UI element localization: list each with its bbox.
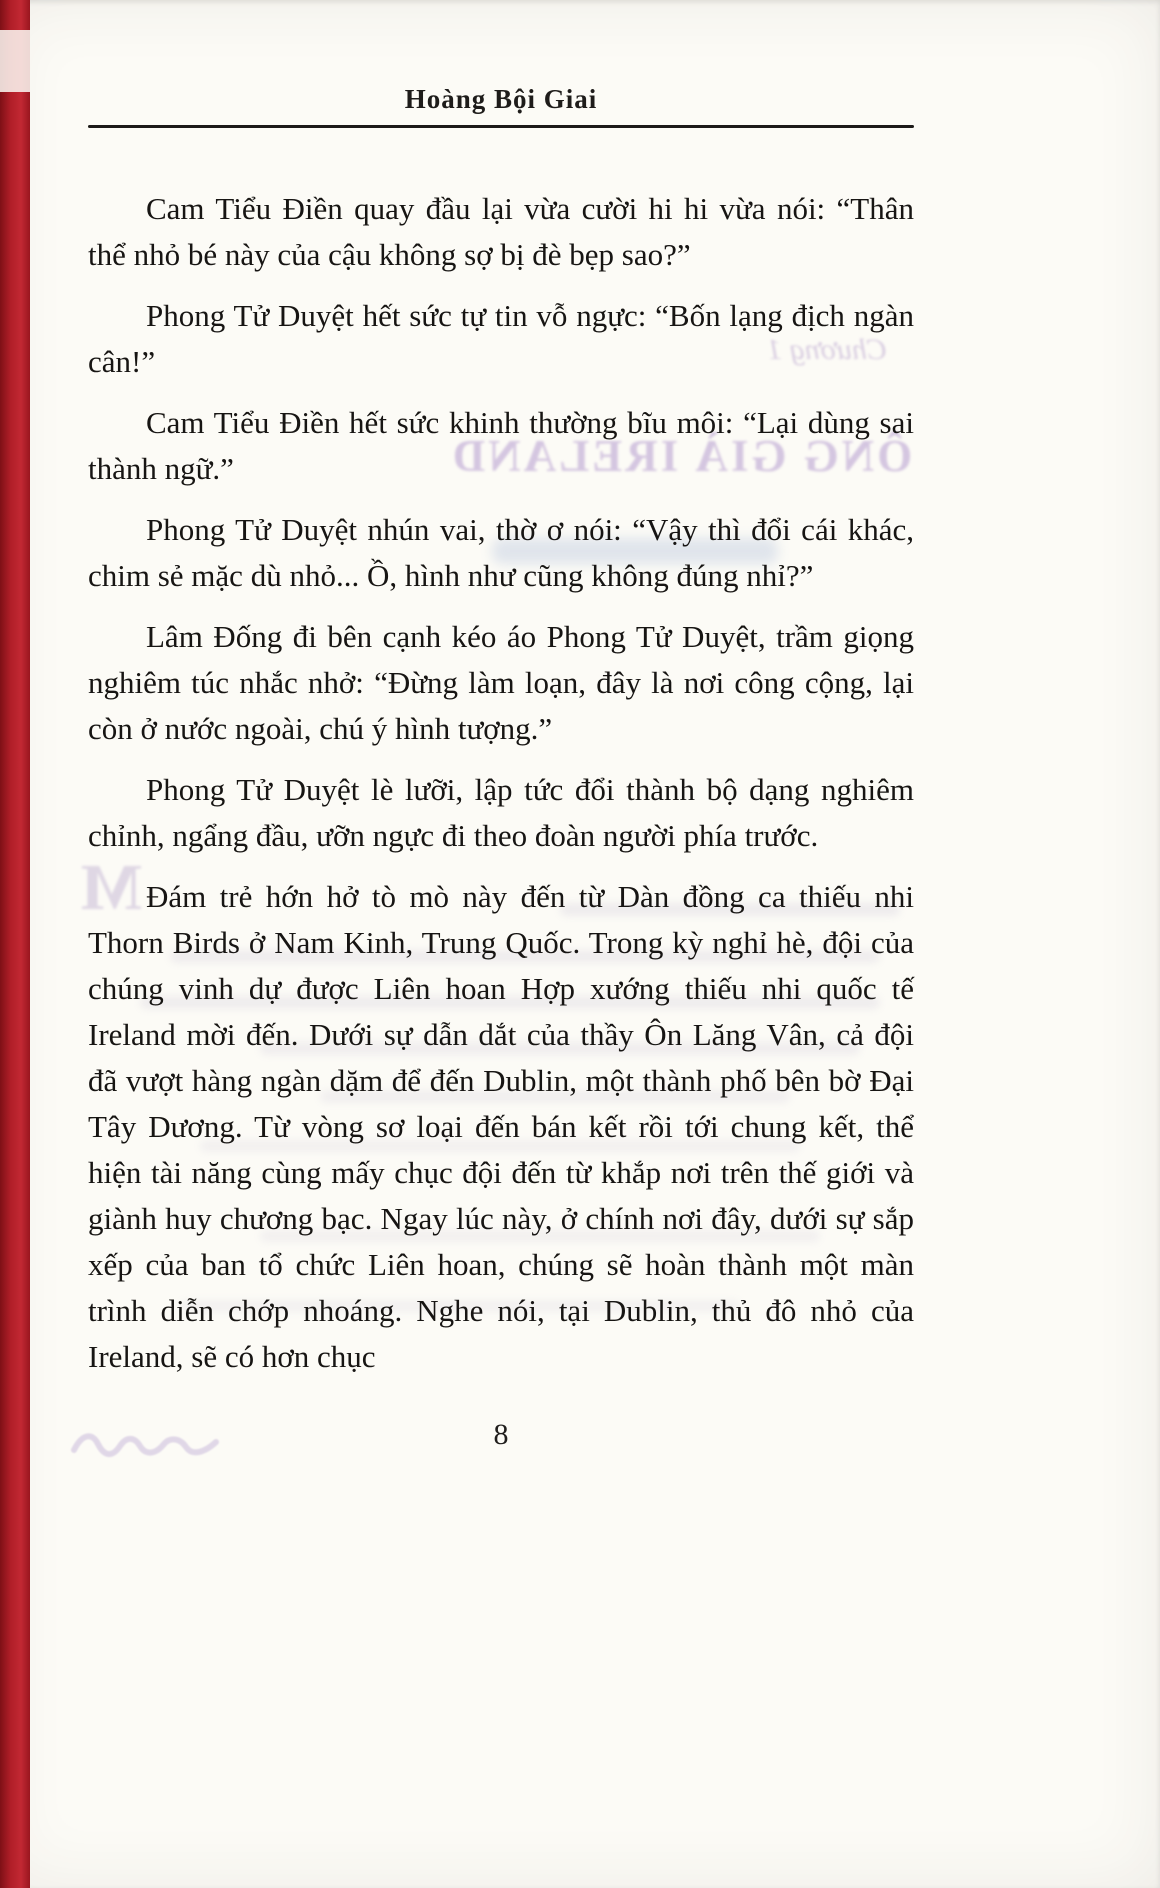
showthrough-chapter-title: ÔNG GIÀ IRELAND xyxy=(449,431,913,481)
body-text xyxy=(88,186,914,1380)
page-number: 8 xyxy=(493,1418,509,1451)
header-rule xyxy=(88,125,914,128)
paragraph: Lâm Đống đi bên cạnh kéo áo Phong Tử Duyệt, trầm giọng nghiêm túc nhắc nhở: “Đừng làm loạn, đây là nơi công cộng, lại còn ở nước ngoài, chú ý hình tượng.” xyxy=(88,619,914,746)
book-spine-edge xyxy=(0,0,30,1888)
paragraph: Cam Tiểu Điền quay đầu lại vừa cười hi hi vừa nói: “Thân thể nhỏ bé này của cậu không sợ bị đè bẹp sao?” xyxy=(88,191,914,272)
showthrough-chapter-label: Chương 1 xyxy=(767,333,887,366)
running-header-author: Hoàng Bội Giai xyxy=(404,84,598,114)
paragraph: Cam Tiểu Điền hết sức khinh thường bĩu môi: “Lại dùng sai thành ngữ.” xyxy=(88,405,914,486)
page-content xyxy=(88,84,914,1395)
spine-scan-gap xyxy=(0,30,30,92)
paragraph: Đám trẻ hớn hở tò mò này đến từ Dàn đồng ca thiếu nhi Thorn Birds ở Nam Kinh, Trung Quốc. Trong kỳ nghỉ hè, đội của chúng vinh dự được Liên hoan Hợp xướng thiếu nhi quốc tế Ireland mời đến. Dưới sự dẫn dắt của thầy Ôn Lăng Vân, cả đội đã vượt hàng ngàn dặm để đến Dublin, một thành phố bên bờ Đại Tây Dương. Từ vòng sơ loại đến bán kết rồi tới chung kết, thể hiện tài năng cùng mấy chục đội đến từ khắp nơi trên thế giới và giành huy chương bạc. Ngay lúc này, ở chính nơi đây, dưới sự sắp xếp của ban tổ chức Liên hoan, chúng sẽ hoàn thành một màn trình diễn chớp nhoáng. Nghe nói, tại Dublin, thủ đô nhỏ của Ireland, sẽ có hơn chục xyxy=(88,879,914,1374)
paragraph: Phong Tử Duyệt lè lưỡi, lập tức đổi thành bộ dạng nghiêm chỉnh, ngẩng đầu, ưỡn ngực đi theo đoàn người phía trước. xyxy=(88,772,914,853)
showthrough-dropcap: M xyxy=(80,851,143,924)
paragraph: Phong Tử Duyệt nhún vai, thờ ơ nói: “Vậy thì đổi cái khác, chim sẻ mặc dù nhỏ... Ồ, hình như cũng không đúng nhỉ?” xyxy=(88,512,914,593)
paragraph: Phong Tử Duyệt hết sức tự tin vỗ ngực: “Bốn lạng địch ngàn cân!” xyxy=(88,298,914,379)
